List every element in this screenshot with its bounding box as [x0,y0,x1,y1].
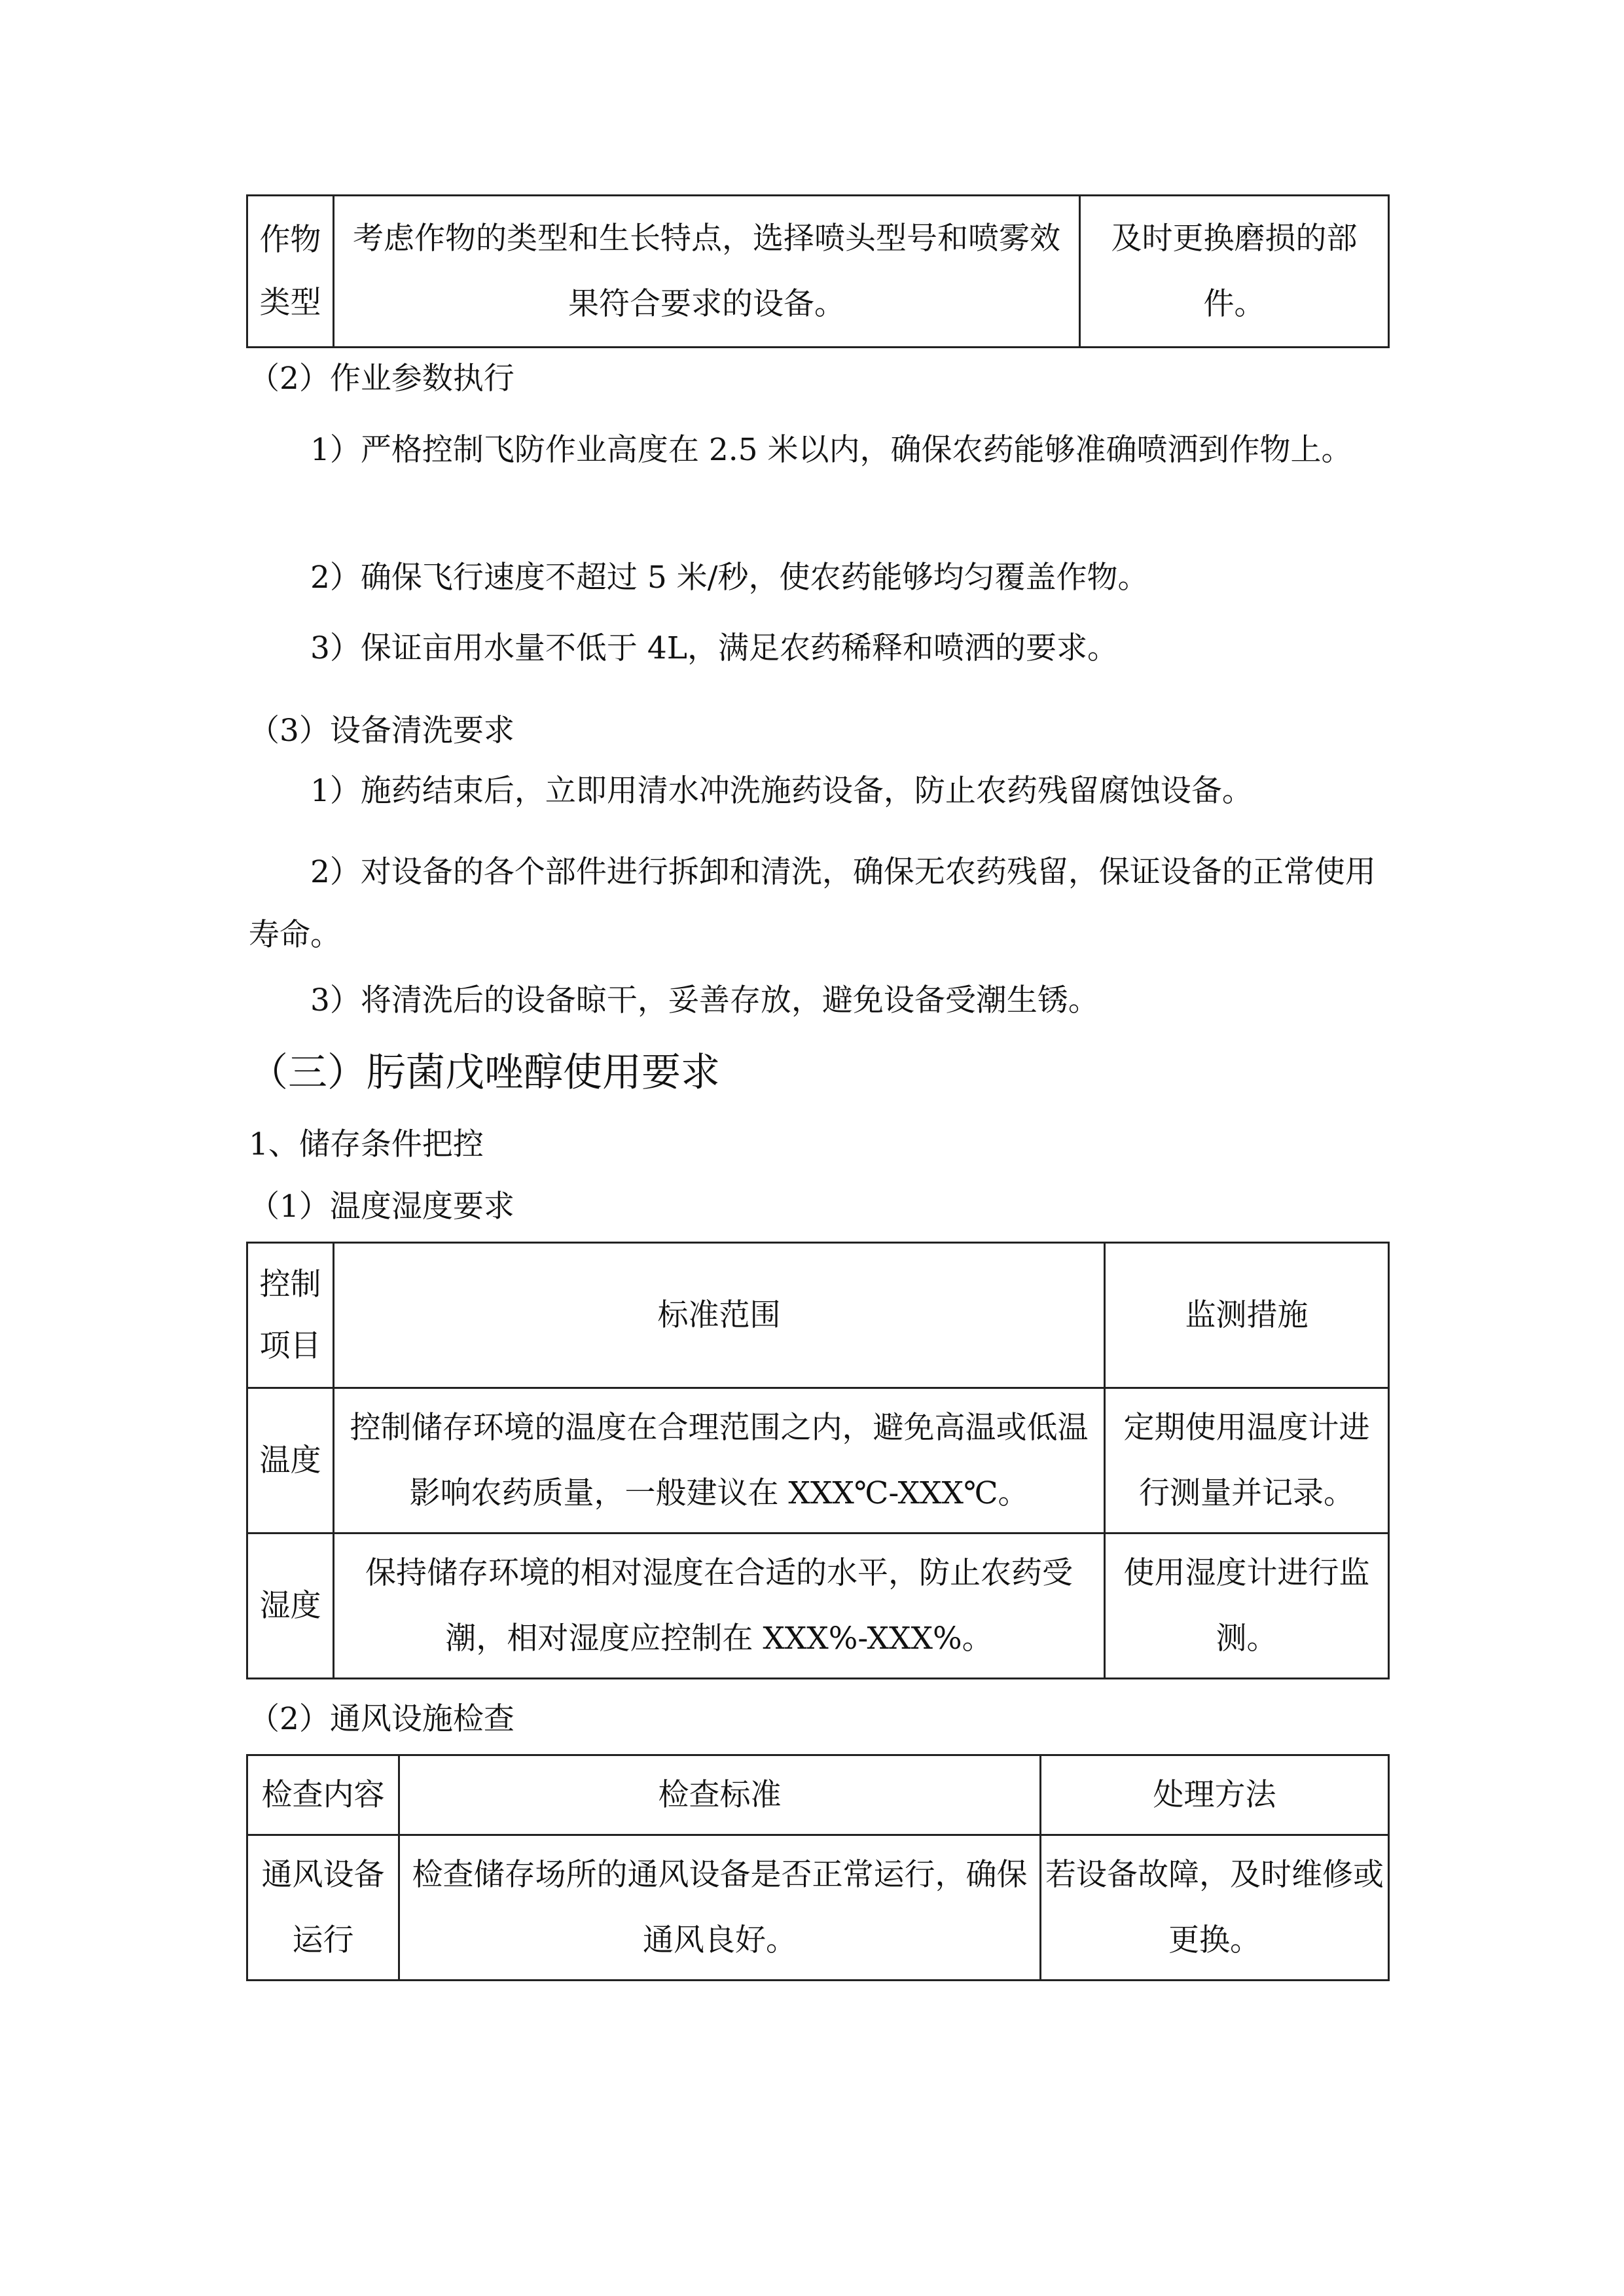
section2-heading: （2）作业参数执行 [249,361,514,397]
table-cell: 温度 [247,1388,334,1534]
table-header-cell: 检查标准 [399,1755,1041,1835]
table-cell: 通风设备运行 [247,1835,399,1981]
ventilation-table [246,1754,1390,1981]
table-header-row [247,1755,1389,1835]
paragraph: 1）施药结束后，立即用清水冲洗施药设备，防止农药残留腐蚀设备。 [310,773,1253,809]
table-header-cell: 标准范围 [334,1243,1105,1388]
paragraph: 2）对设备的各个部件进行拆卸和清洗，确保无农药残留，保证设备的正常使用寿命。 [249,854,1376,953]
table-cell: 及时更换磨损的部件。 [1080,196,1389,348]
table-row [247,196,1389,348]
table-header-row [247,1243,1389,1388]
vent-table-heading: （2）通风设施检查 [249,1701,514,1737]
table-row [247,1835,1389,1981]
table-cell: 若设备故障，及时维修或更换。 [1041,1835,1389,1981]
temp-humidity-table [246,1242,1390,1679]
table-cell: 考虑作物的类型和生长特点，选择喷头型号和喷雾效果符合要求的设备。 [334,196,1080,348]
paragraph: 1）严格控制飞防作业高度在 2.5 米以内，确保农药能够准确喷洒到作物上。 [310,432,1352,468]
table-row [247,1388,1389,1534]
table-cell: 使用湿度计进行监测。 [1105,1534,1389,1679]
paragraph: 3）将清洗后的设备晾干，妥善存放，避免设备受潮生锈。 [310,982,1099,1018]
paragraph: 3）保证亩用水量不低于 4L，满足农药稀释和喷洒的要求。 [310,630,1118,666]
chapter-title: （三）肟菌戊唑醇使用要求 [249,1050,720,1096]
table-cell: 控制储存环境的温度在合理范围之内，避免高温或低温影响农药质量，一般建议在 XXX℃-XXX℃。 [334,1388,1105,1534]
table-header-cell: 检查内容 [247,1755,399,1835]
table-row [247,1534,1389,1679]
table-header-cell: 处理方法 [1041,1755,1389,1835]
table-header-cell: 控制项目 [247,1243,334,1388]
temp-table-heading: （1）温度湿度要求 [249,1189,514,1225]
table-cell: 保持储存环境的相对湿度在合适的水平，防止农药受潮，相对湿度应控制在 XXX%-XXX%。 [334,1534,1105,1679]
table-cell: 定期使用温度计进行测量并记录。 [1105,1388,1389,1534]
table-header-cell: 监测措施 [1105,1243,1389,1388]
paragraph: 2）确保飞行速度不超过 5 米/秒，使农药能够均匀覆盖作物。 [310,560,1149,596]
top-table [246,194,1390,348]
table-cell: 检查储存场所的通风设备是否正常运行，确保通风良好。 [399,1835,1041,1981]
table-cell: 作物类型 [247,196,334,348]
sub-heading: 1、储存条件把控 [249,1126,484,1162]
table-cell: 湿度 [247,1534,334,1679]
section3-heading: （3）设备清洗要求 [249,713,514,749]
